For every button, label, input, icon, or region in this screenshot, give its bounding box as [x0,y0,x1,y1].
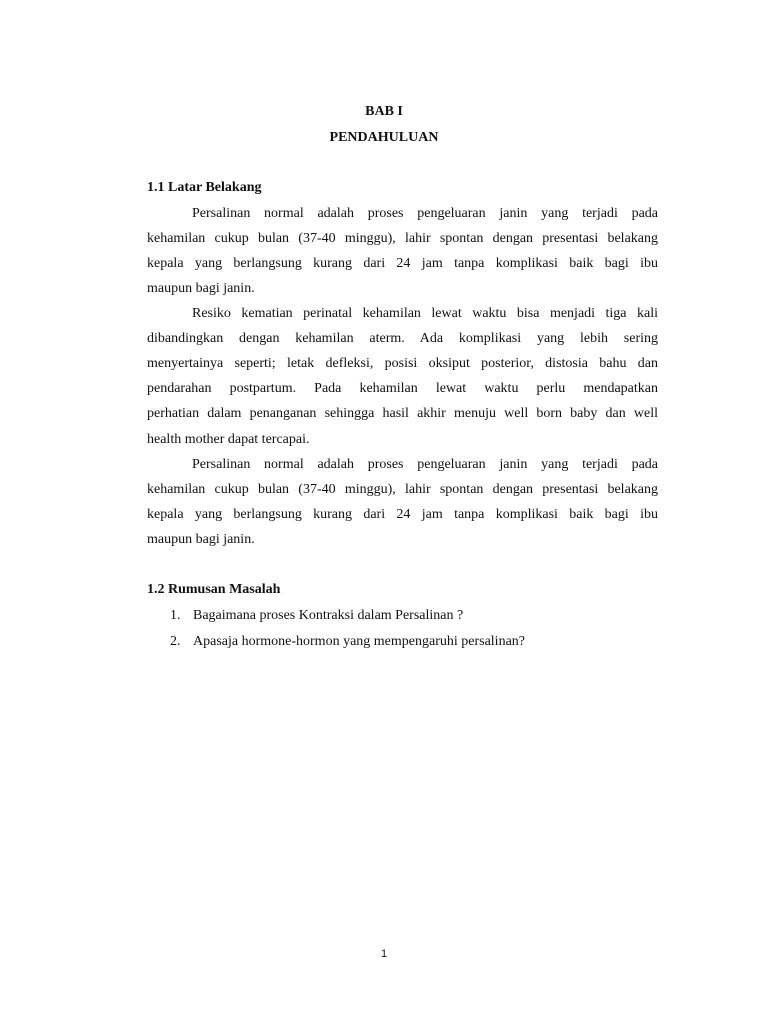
paragraph-line: Resiko kematian perinatal kehamilan lewat waktu bisa menjadi tiga kali [192,306,658,321]
paragraph-line: kepala yang berlangsung kurang dari 24 jam tanpa komplikasi baik bagi ibu [147,507,658,522]
section-title-latar-belakang: 1.1 Latar Belakang [147,180,262,195]
paragraph-line: Persalinan normal adalah proses pengeluaran janin yang terjadi pada [192,457,658,472]
paragraph-line: perhatian dalam penanganan sehingga hasil akhir menuju well born baby dan well [147,406,658,421]
list-item-text: Bagaimana proses Kontraksi dalam Persalinan ? [193,608,464,623]
page-number: 1 [380,948,388,960]
chapter-title: PENDAHULUAN [329,130,439,145]
list-item-text: Apasaja hormone-hormon yang mempengaruhi persalinan? [193,634,526,649]
paragraph-line: dibandingkan dengan kehamilan aterm. Ada komplikasi yang lebih sering [147,331,658,346]
paragraph-line: pendarahan postpartum. Pada kehamilan lewat waktu perlu mendapatkan [147,381,658,396]
paragraph-line: Persalinan normal adalah proses pengeluaran janin yang terjadi pada [192,206,658,221]
chapter-label: BAB I [365,104,403,119]
paragraph-line: health mother dapat tercapai. [147,432,310,447]
paragraph-line: maupun bagi janin. [147,281,255,296]
paragraph-line: maupun bagi janin. [147,532,255,547]
list-item-number: 1. [170,608,181,623]
section-title-rumusan-masalah: 1.2 Rumusan Masalah [147,582,281,597]
list-item-number: 2. [170,634,181,649]
paragraph-line: menyertainya seperti; letak defleksi, posisi oksiput posterior, distosia bahu dan [147,356,658,371]
paragraph-line: kehamilan cukup bulan (37-40 minggu), lahir spontan dengan presentasi belakang [147,482,658,497]
paragraph-line: kepala yang berlangsung kurang dari 24 jam tanpa komplikasi baik bagi ibu [147,256,658,271]
paragraph-line: kehamilan cukup bulan (37-40 minggu), lahir spontan dengan presentasi belakang [147,231,658,246]
